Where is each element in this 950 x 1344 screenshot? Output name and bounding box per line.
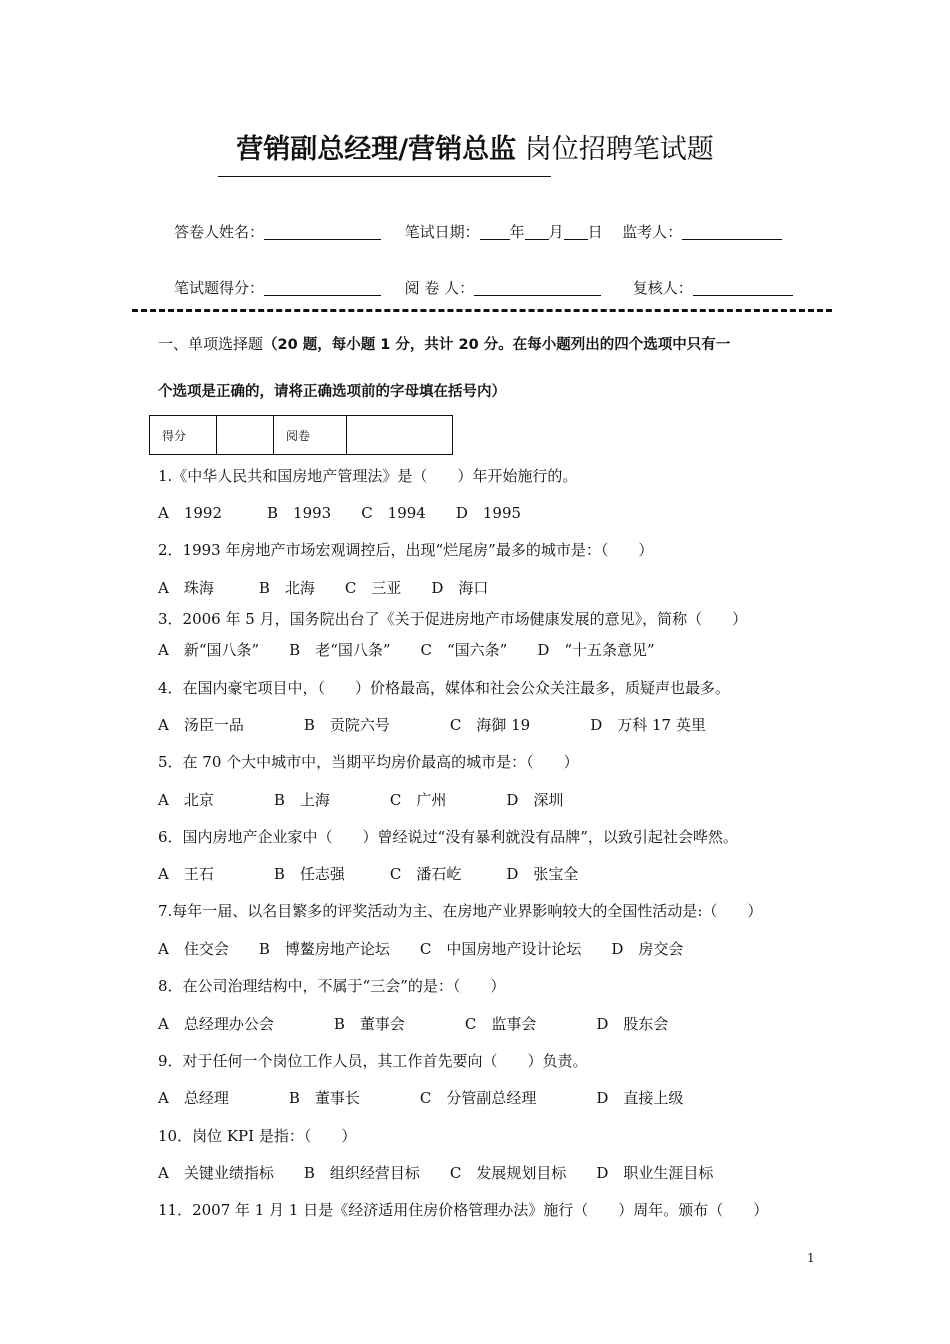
question-9: 9．对于任何一个岗位工作人员，其工作首先要向（ ）负责。 xyxy=(158,1052,588,1070)
checker-field[interactable] xyxy=(693,279,793,296)
question-1: 1.《中华人民共和国房地产管理法》是（ ）年开始施行的。 xyxy=(158,467,578,485)
info-row-1 xyxy=(174,221,782,242)
question-6: 6．国内房地产企业家中（ ）曾经说过“没有暴利就没有品牌”，以致引起社会哗然。 xyxy=(158,828,738,846)
title-underline xyxy=(218,176,551,177)
question-7: 7.每年一届、以名目繁多的评奖活动为主、在房地产业界影响较大的全国性活动是:（ ） xyxy=(158,902,763,920)
name-field[interactable] xyxy=(264,223,381,240)
score-table xyxy=(149,415,453,455)
question-5: 5．在 70 个大中城市中，当期平均房价最高的城市是：（ ） xyxy=(158,753,579,771)
day-field[interactable] xyxy=(564,223,588,240)
answers-9: A 总经理 B 董事长 C 分管副总经理 D 直接上级 xyxy=(158,1089,684,1107)
section-instruction-2: 个选项是正确的，请将正确选项前的字母填在括号内） xyxy=(158,384,506,400)
score-cell-value[interactable] xyxy=(217,416,274,455)
answers-1: A 1992 B 1993 C 1994 D 1995 xyxy=(158,504,522,522)
reviewer-label: 阅 卷 人： xyxy=(404,279,475,297)
reviewer-field[interactable] xyxy=(474,279,601,296)
name-label: 答卷人姓名： xyxy=(174,223,265,241)
date-label: 笔试日期： xyxy=(404,223,480,241)
question-4: 4．在国内豪宅项目中，（ ）价格最高，媒体和社会公众关注最多，质疑声也最多。 xyxy=(158,679,731,697)
page-title xyxy=(0,127,950,166)
score-cell-label: 得分 xyxy=(150,416,217,455)
question-3: 3．2006 年 5 月，国务院出台了《关于促进房地产市场健康发展的意见》，简称（ ） xyxy=(158,610,748,628)
month-field[interactable] xyxy=(525,223,549,240)
section-prefix: 一、单项选择题 xyxy=(158,335,264,353)
question-8: 8．在公司治理结构中，不属于“三会”的是：（ ） xyxy=(158,977,506,995)
review-cell-value[interactable] xyxy=(347,416,453,455)
review-cell-label: 阅卷 xyxy=(274,416,347,455)
section-heading-line2 xyxy=(158,380,506,401)
score-field[interactable] xyxy=(264,279,381,296)
title-normal: 岗位招聘笔试题 xyxy=(524,134,714,165)
answers-5: A 北京 B 上海 C 广州 D 深圳 xyxy=(158,791,564,809)
month-label: 月 xyxy=(548,223,564,241)
answers-6: A 王石 B 任志强 C 潘石屹 D 张宝全 xyxy=(158,865,579,883)
info-row-2 xyxy=(174,277,793,298)
answers-10: A 关键业绩指标 B 组织经营目标 C 发展规划目标 D 职业生涯目标 xyxy=(158,1164,714,1182)
answers-2: A 珠海 B 北海 C 三亚 D 海口 xyxy=(158,579,489,597)
page-number: 1 xyxy=(807,1251,815,1265)
answers-7: A 住交会 B 博鳌房地产论坛 C 中国房地产设计论坛 D 房交会 xyxy=(158,940,684,958)
answers-3: A 新“国八条” B 老“国八条” C “国六条” D “十五条意见” xyxy=(158,641,655,659)
score-label: 笔试题得分： xyxy=(174,279,265,297)
checker-label: 复核人： xyxy=(632,279,693,297)
proctor-field[interactable] xyxy=(682,223,782,240)
question-10: 10．岗位 KPI 是指：（ ） xyxy=(158,1127,357,1145)
year-label: 年 xyxy=(509,223,525,241)
question-11: 11．2007 年 1 月 1 日是《经济适用住房价格管理办法》施行（ ）周年。颁布（ ） xyxy=(158,1201,769,1219)
dashed-divider xyxy=(132,309,832,312)
question-2: 2．1993 年房地产市场宏观调控后，出现“烂尾房”最多的城市是：（ ） xyxy=(158,541,654,559)
answers-8: A 总经理办公会 B 董事会 C 监事会 D 股东会 xyxy=(158,1015,669,1033)
section-instruction-1: （20 题，每小题 1 分，共计 20 分。在每小题列出的四个选项中只有一 xyxy=(263,337,731,353)
title-bold: 营销副总经理/营销总监 xyxy=(236,134,517,165)
day-label: 日 xyxy=(587,223,603,241)
year-field[interactable] xyxy=(480,223,510,240)
section-heading-line1 xyxy=(158,333,730,354)
answers-4: A 汤臣一品 B 贡院六号 C 海御 19 D 万科 17 英里 xyxy=(158,716,706,734)
proctor-label: 监考人： xyxy=(622,223,683,241)
